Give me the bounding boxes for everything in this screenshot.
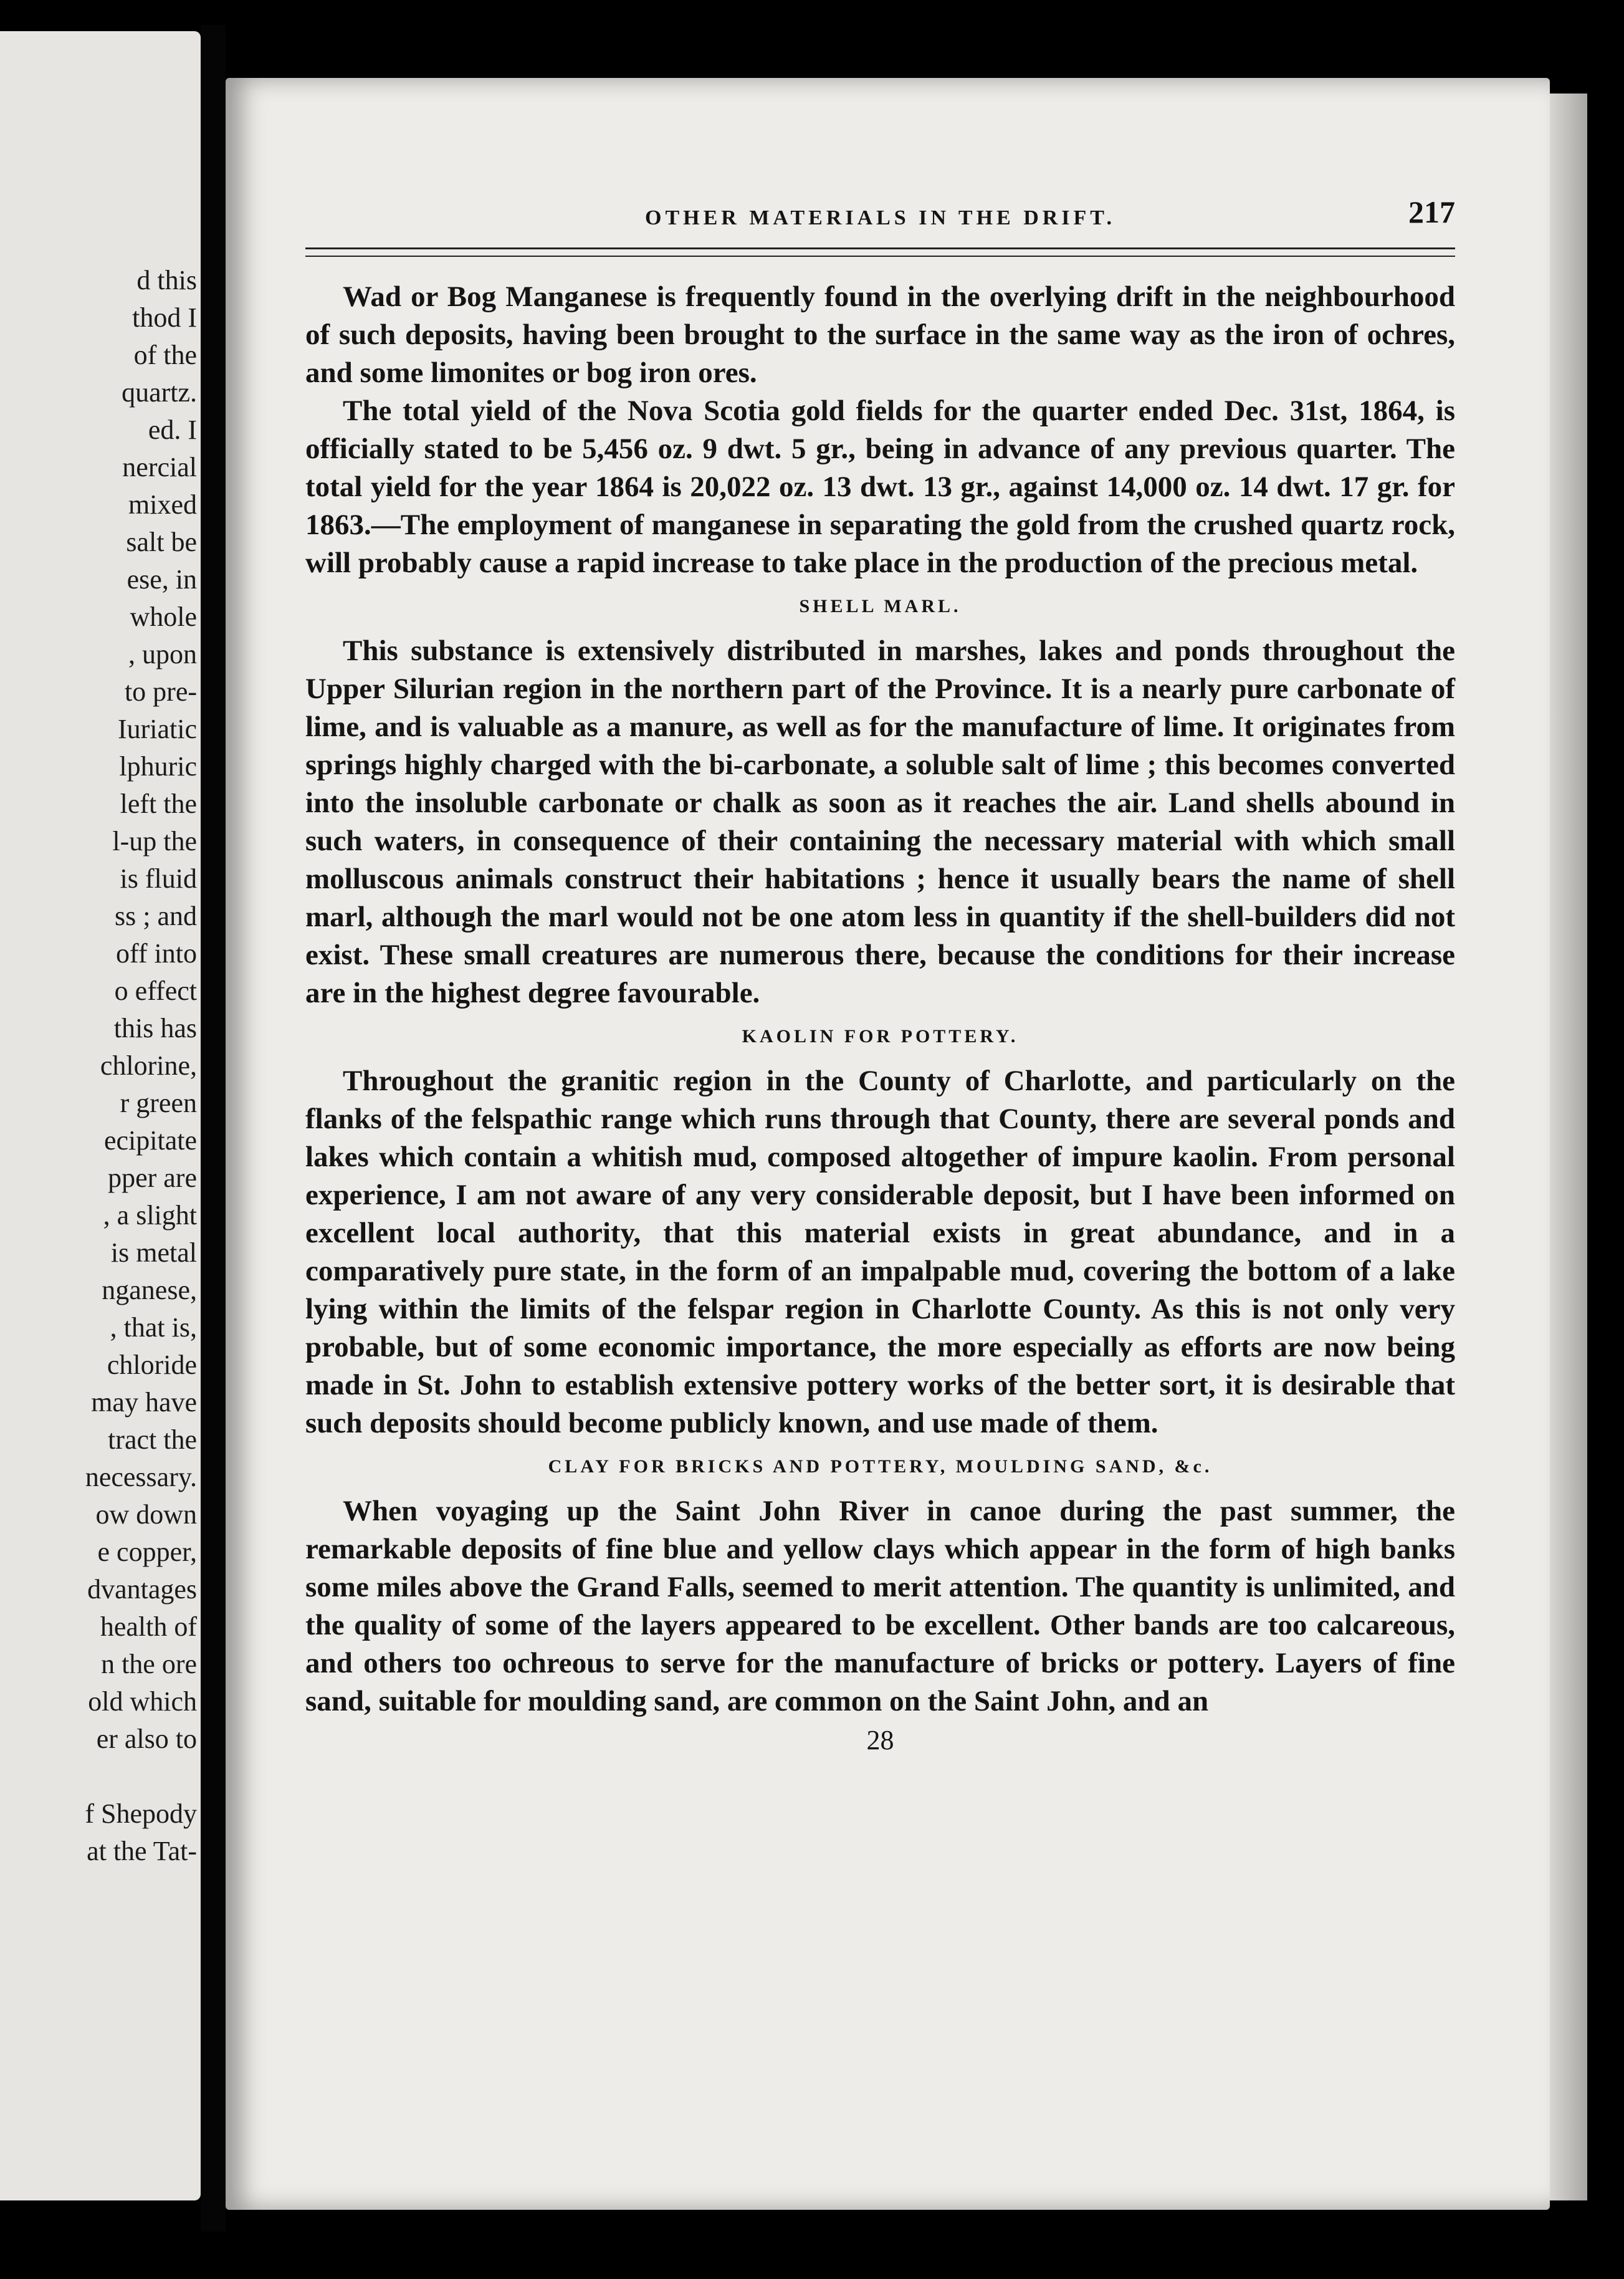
facing-page-line: Iuriatic — [117, 714, 197, 744]
facing-page-line: pper are — [108, 1163, 197, 1193]
book-page — [226, 78, 1550, 2210]
facing-page-line: r green — [120, 1088, 197, 1118]
facing-page — [0, 31, 201, 2200]
paragraph-wad-manganese: Wad or Bog Manganese is frequently found in the overlying drift in the neighbourhood of such deposits, having been brought to the surface in the same way as the iron of ochres, and some limonites or bog iron ores. — [305, 281, 1455, 389]
paragraph-clay: When voyaging up the Saint John River in canoe during the past summer, the remarkable deposits of fine blue and yellow clays which appear in the form of high banks some miles above the Grand Falls, seemed to merit attention. The quantity is unlimited, and the quality of some of the layers appeared to be excellent. Other bands are too calcareous, and others too ochreous to serve for the manufacture of bricks or pottery. Layers of fine sand, suitable for moulding sand, are common on the Saint John, and an — [305, 1495, 1455, 1717]
facing-page-line: to pre- — [124, 676, 197, 707]
facing-page-line: salt be — [126, 527, 197, 557]
section-heading-shell-marl: SHELL MARL. — [799, 596, 962, 617]
facing-page-line: is fluid — [120, 863, 197, 894]
facing-page-line: dvantages — [87, 1574, 197, 1605]
facing-page-line: ese, in — [127, 564, 197, 595]
paragraph-kaolin: Throughout the granitic region in the County of Charlotte, and particularly on the flanks of the felspathic range which runs through that County, there are several ponds and lakes which contain a whitish mud, composed altogether of impure kaolin. From personal experience, I am not aware of any very considerable deposit, but I have been informed on excellent local authority, that this material exists in great abundance, and in a comparatively pure state, in the form of an impalpable mud, covering the bottom of a lake lying within the limits of the felspar region in Charlotte County. As this is not only very probable, but of some economic importance, the more especially as efforts are now being made in St. John to establish extensive pottery works of the better sort, it is desirable that such deposits should become publicly known, and use made of them. — [305, 1065, 1455, 1439]
facing-page-line: chlorine, — [100, 1050, 197, 1081]
facing-page-line: , upon — [128, 639, 197, 669]
facing-page-line: left the — [120, 789, 197, 819]
facing-page-line: thod I — [132, 302, 197, 333]
page-content — [305, 194, 1455, 1756]
page-header — [305, 194, 1455, 247]
page-edge — [1550, 94, 1587, 2200]
book-gutter — [201, 25, 226, 2232]
facing-page-line: old which — [88, 1686, 197, 1717]
facing-page-line: , that is, — [110, 1312, 197, 1343]
facing-page-line: ecipitate — [103, 1125, 197, 1156]
facing-page-line: chloride — [107, 1350, 197, 1380]
facing-page-line: d this — [136, 265, 197, 295]
facing-page-line: necessary. — [85, 1462, 197, 1492]
facing-page-line: n the ore — [101, 1649, 197, 1679]
paragraph-shell-marl: This substance is extensively distributed in marshes, lakes and ponds throughout the Upper Silurian region in the northern part of the Province. It is a nearly pure carbonate of lime, and is valuable as a manure, as well as for the manufacture of lime. It originates from springs highly charged with the bi-carbonate, a soluble salt of lime ; this becomes converted into the insoluble carbonate or chalk as soon as it reaches the air. Land shells abound in such waters, in consequence of their containing the necessary material with which small molluscous animals construct their habitations ; hence it usually bears the name of shell marl, although the marl would not be one atom less in quantity if the shell-builders did not exist. These small creatures are numerous there, because the conditions for their increase are in the highest degree favourable. — [305, 635, 1455, 1009]
facing-page-line: lphuric — [119, 751, 197, 782]
facing-page-line: nganese, — [102, 1275, 197, 1305]
facing-page-line: at the Tat- — [87, 1836, 197, 1866]
facing-page-line: o effect — [114, 976, 197, 1006]
facing-page-line: may have — [91, 1387, 197, 1418]
facing-page-line: whole — [130, 602, 197, 632]
facing-page-line: er also to — [96, 1724, 197, 1754]
facing-page-line: off into — [116, 938, 197, 969]
facing-page-line: f Shepody — [85, 1798, 197, 1829]
facing-page-line: ss ; and — [115, 901, 197, 931]
facing-page-line: l-up the — [112, 826, 197, 856]
facing-page-line: tract the — [108, 1424, 197, 1455]
facing-page-line: ed. I — [148, 415, 197, 445]
page-number: 217 — [1408, 194, 1455, 229]
facing-page-line: nercial — [122, 452, 197, 482]
facing-page-line: this has — [113, 1013, 197, 1044]
facing-page-line: , a slight — [103, 1200, 197, 1231]
facing-page-line: ow down — [95, 1499, 197, 1530]
facing-page-line: is metal — [110, 1237, 197, 1268]
paragraph-gold-yield: The total yield of the Nova Scotia gold fields for the quarter ended Dec. 31st, 1864, is officially stated to be 5,456 oz. 9 dwt. 5 gr., being in advance of any previous quarter. The total yield for the year 1864 is 20,022 oz. 13 dwt. 13 gr., against 14,000 oz. 14 dwt. 17 gr. for 1863.—The employment of manganese in separating the gold from the crushed quartz rock, will probably cause a rapid increase to take place in the production of the precious metal. — [305, 395, 1455, 579]
facing-page-text — [0, 262, 201, 1870]
section-heading-clay: CLAY FOR BRICKS AND POTTERY, MOULDING SAND, &c. — [548, 1456, 1213, 1477]
facing-page-line: mixed — [128, 489, 197, 520]
facing-page-line: quartz. — [122, 377, 197, 408]
signature-mark: 28 — [866, 1725, 894, 1755]
running-title: OTHER MATERIALS IN THE DRIFT. — [645, 206, 1115, 229]
facing-page-line — [0, 1758, 201, 1795]
facing-page-line: health of — [100, 1611, 197, 1642]
facing-page-line: of the — [133, 340, 197, 370]
facing-page-line: e copper, — [97, 1537, 197, 1567]
section-heading-kaolin: KAOLIN FOR POTTERY. — [742, 1026, 1019, 1047]
header-rule — [305, 247, 1455, 257]
